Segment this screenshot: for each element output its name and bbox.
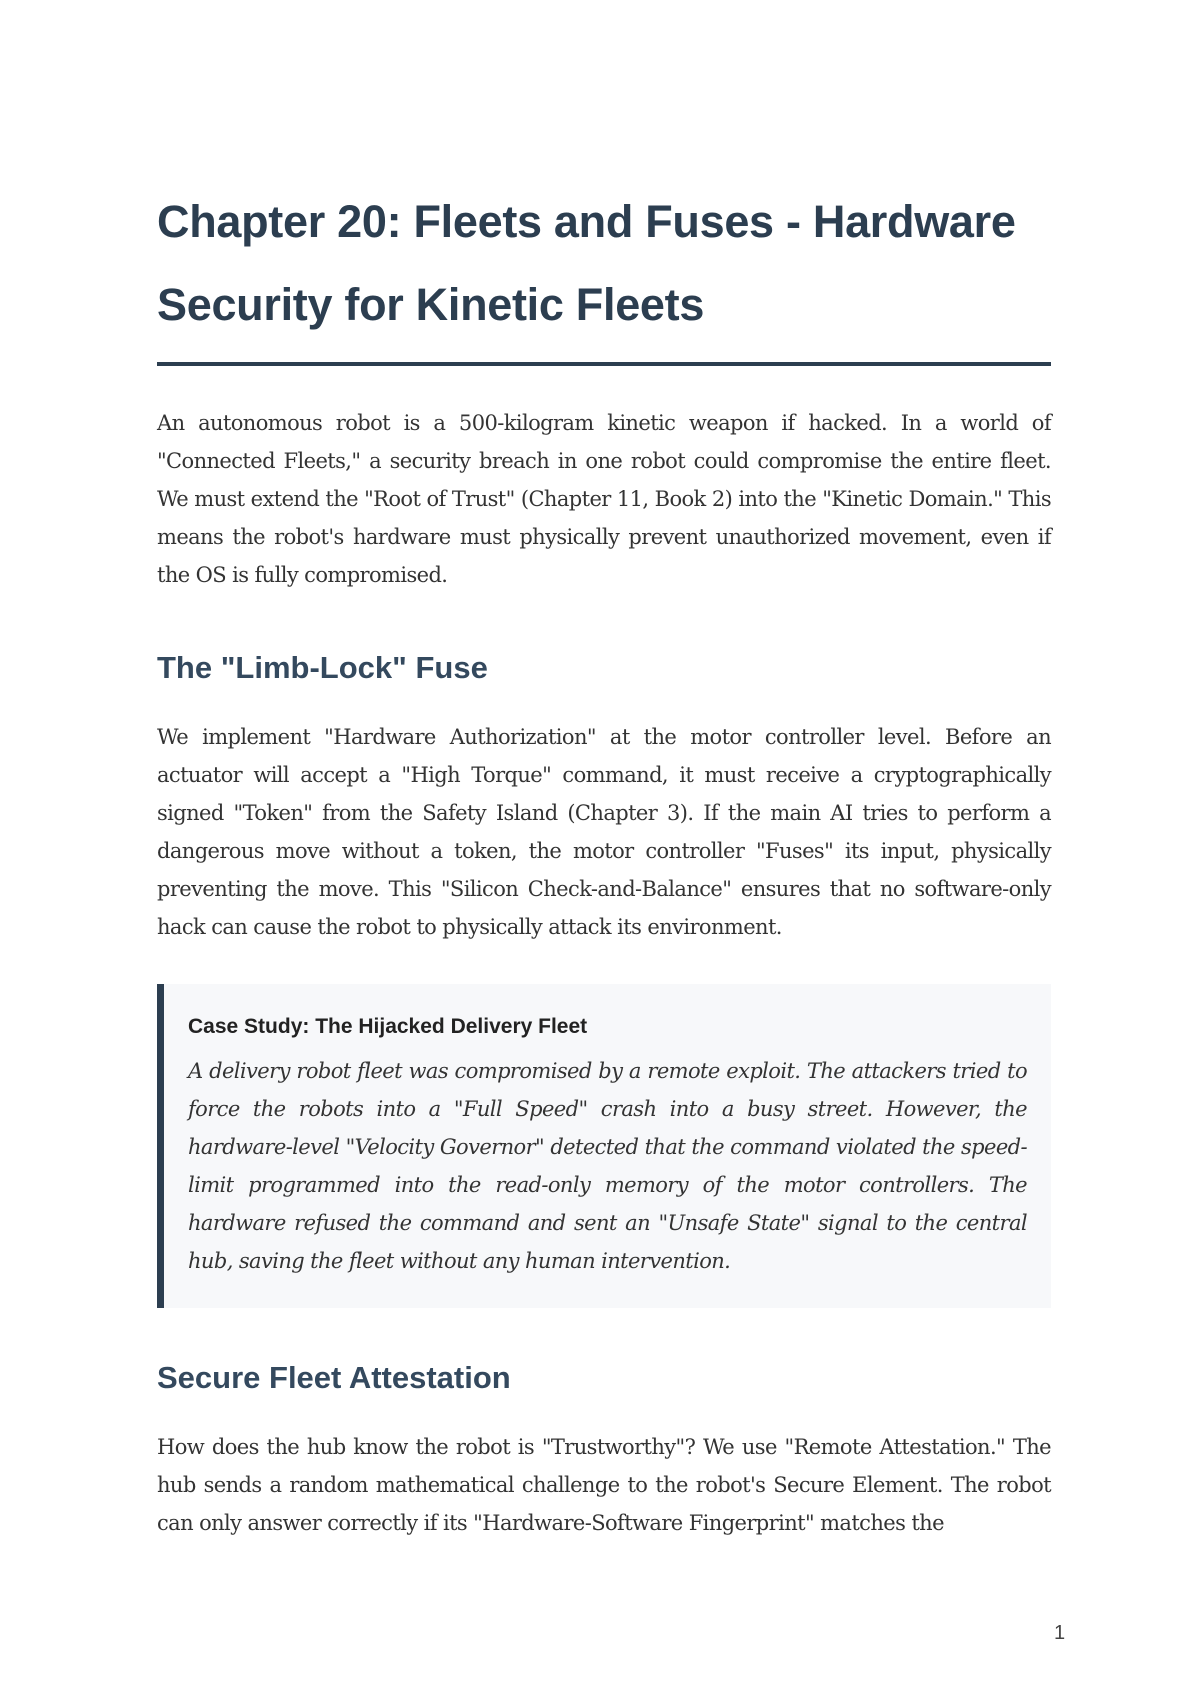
case-study-title: Case Study: The Hijacked Delivery Fleet [188, 1015, 588, 1038]
chapter-title: Chapter 20: Fleets and Fuses - Hardware Security for Kinetic Fleets [157, 196, 1016, 330]
page-number: 1 [1054, 1622, 1066, 1644]
case-study-callout [157, 984, 1051, 1308]
document-page [157, 180, 1051, 1542]
section-heading-attestation: Secure Fleet Attestation [157, 1360, 511, 1395]
case-study-body: A delivery robot fleet was compromised by a remote exploit. The attackers tried to force the robots into a "Full Speed" crash into a busy street. However, the hardware-level "Velocity Governor" detected that the command violated the speed-limit programmed into the read-only memory of the motor controllers. The hardware refused the command and sent an "Unsafe State" signal to the central hub, saving the fleet without any human intervention. [188, 1059, 1027, 1273]
title-divider [157, 362, 1051, 366]
attestation-paragraph: How does the hub know the robot is "Trustworthy"? We use "Remote Attestation." The hub sends a random mathematical challenge to the robot's Secure Element. The robot can only answer correctly if its "Hardware-Software Fingerprint" matches the [157, 1435, 1051, 1535]
intro-paragraph: An autonomous robot is a 500-kilogram kinetic weapon if hacked. In a world of "Connected Fleets," a security breach in one robot could compromise the entire fleet. We must extend the "Root of Trust" (Chapter 11, Book 2) into the "Kinetic Domain." This means the robot's hardware must physically prevent unauthorized movement, even if the OS is fully compromised. [157, 411, 1051, 587]
limb-lock-paragraph: We implement "Hardware Authorization" at the motor controller level. Before an actuator will accept a "High Torque" command, it must receive a cryptographically signed "Token" from the Safety Island (Chapter 3). If the main AI tries to perform a dangerous move without a token, the motor controller "Fuses" its input, physically preventing the move. This "Silicon Check-and-Balance" ensures that no software-only hack can cause the robot to physically attack its environment. [157, 725, 1051, 939]
section-heading-limb-lock: The "Limb-Lock" Fuse [157, 650, 488, 685]
